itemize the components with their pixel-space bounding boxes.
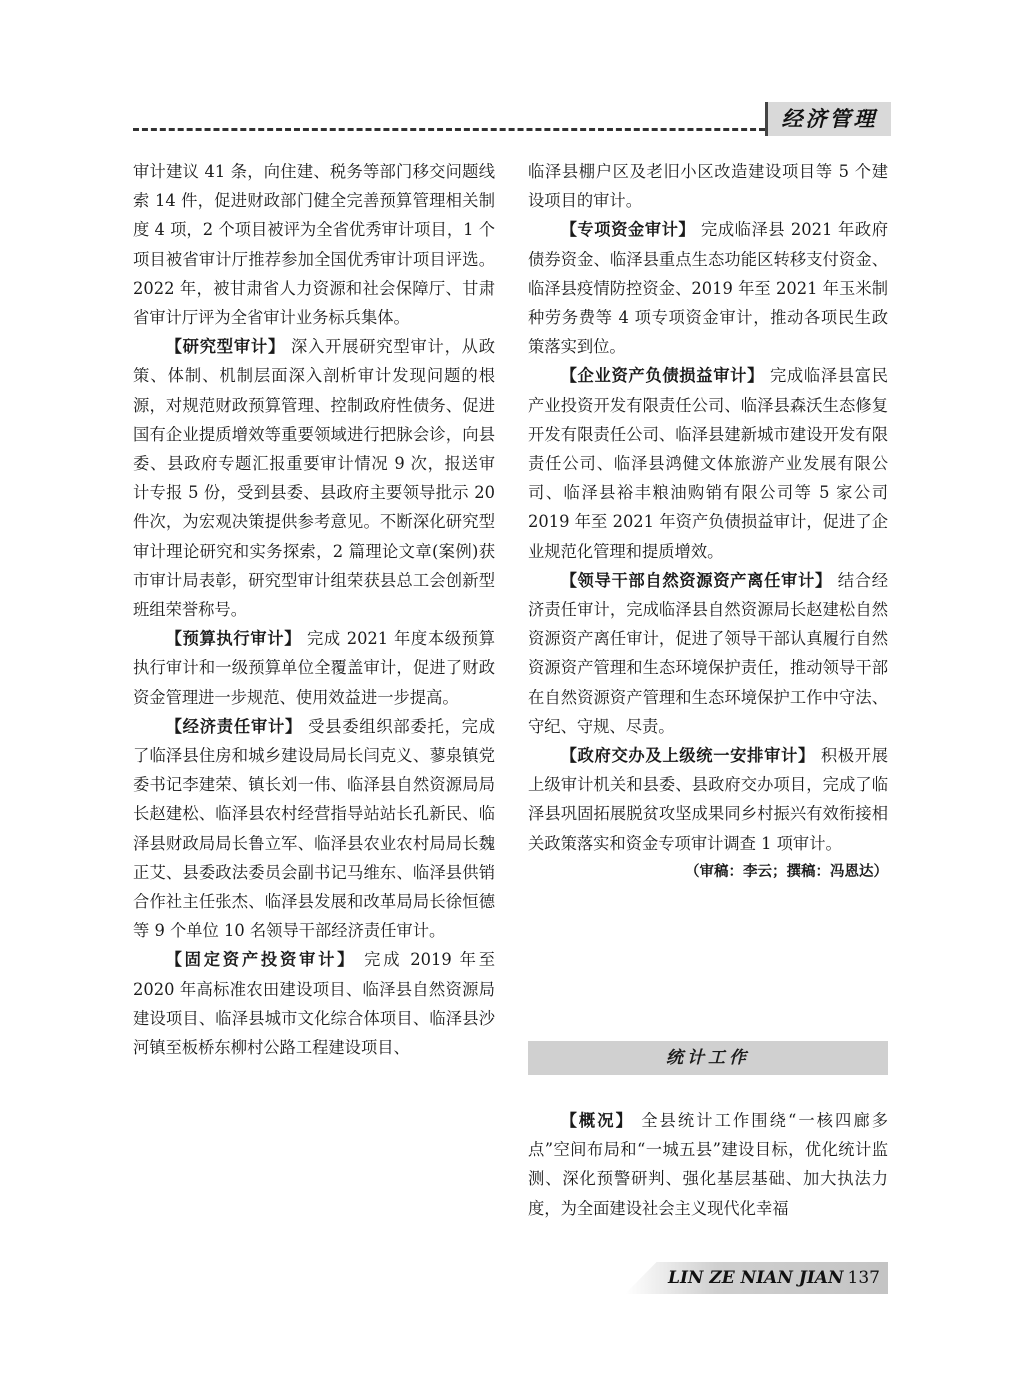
paragraph-heading: 【经济责任审计】 <box>165 716 303 736</box>
paragraph-enterprise-audit <box>528 361 888 565</box>
paragraph-text: 临泽县棚户区及老旧小区改造建设项目等 5 个建设项目的审计。 <box>528 162 888 211</box>
paragraph-text: 审计建议 41 条，向住建、税务等部门移交问题线索 14 件，促进财政部门健全完善预算管理相关制度 4 项，2 个项目被评为全省优秀审计项目，1 个项目被省审计厅推荐参加全国优秀审计项目评选。2022 年，被甘肃省人力资源和社会保障厅、甘肃省审计厅评为全省审计业务标兵集体。 <box>133 162 495 328</box>
right-column-lower <box>528 1106 888 1223</box>
paragraph-research-audit <box>133 332 495 624</box>
paragraph-text: 完成 2019 年至 2020 年高标准农田建设项目、临泽县自然资源局建设项目、临泽县城市文化综合体项目、临泽县沙河镇至板桥东柳村公路工程建设项目、 <box>133 950 495 1058</box>
paragraph-economic-audit <box>133 712 495 946</box>
paragraph-heading: 【领导干部自然资源资产离任审计】 <box>560 570 832 590</box>
paragraph <box>133 157 495 332</box>
paragraph-text: 完成临泽县 2021 年政府债券资金、临泽县重点生态功能区转移支付资金、临泽县疫情防控资金、2019 年至 2021 年玉米制种劳务费等 4 项专项资金审计，推动各项民生政策落实到位。 <box>528 220 888 357</box>
page-number: 137 <box>847 1268 880 1288</box>
header-dashed-rule <box>133 128 765 131</box>
paragraph-natural-resource-audit <box>528 566 888 741</box>
paragraph-text: 受县委组织部委托，完成了临泽县住房和城乡建设局局长闫克义、蓼泉镇党委书记李建荣、镇长刘一伟、临泽县自然资源局局长赵建松、临泽县农村经营指导站站长孔新民、临泽县财政局局长鲁立军、临泽县农业农村局局长魏正艾、县委政法委员会副书记马维东、临泽县供销合作社主任张杰、临泽县发展和改革局局长徐恒德等 9 个单位 10 名领导干部经济责任审计。 <box>133 716 495 941</box>
paragraph-text: 完成 2021 年度本级预算执行审计和一级预算单位全覆盖审计，促进了财政资金管理进一步规范、使用效益进一步提高。 <box>133 629 495 707</box>
paragraph-heading: 【企业资产负债损益审计】 <box>560 366 765 386</box>
paragraph-heading: 【预算执行审计】 <box>165 629 302 649</box>
journal-name: LIN ZE NIAN JIAN <box>668 1268 844 1288</box>
paragraph-fixed-asset-audit <box>133 945 495 1062</box>
section-title-tab: 经济管理 <box>765 102 891 136</box>
right-column <box>528 157 888 887</box>
paragraph-text: 积极开展上级审计机关和县委、县政府交办项目，完成了临泽县巩固拓展脱贫攻坚成果同乡村振兴有效衔接相关政策落实和资金专项审计调查 1 项审计。 <box>528 746 888 853</box>
section-heading-statistics: 统计工作 <box>528 1041 888 1075</box>
paragraph-text: 深入开展研究型审计，从政策、体制、机制层面深入剖析审计发现问题的根源，对规范财政预算管理、控制政府性债务、促进国有企业提质增效等重要领域进行把脉会诊，向县委、县政府专题汇报重要审计情况 9 次，报送审计专报 5 份，受到县委、县政府主要领导批示 20 件次，为宏观决策提供参考意见。不断深化研究型审计理论研究和实务探索，2 篇理论文章(案例)获市审计局表彰，研究型审计组荣获县总工会创新型班组荣誉称号。 <box>133 337 495 620</box>
paragraph-statistics-overview <box>528 1106 888 1223</box>
byline: （审稿：李云；撰稿：冯恩达） <box>685 863 888 880</box>
paragraph-heading: 【政府交办及上级统一安排审计】 <box>560 746 815 766</box>
paragraph-heading: 【专项资金审计】 <box>560 220 696 240</box>
paragraph-special-fund-audit <box>528 215 888 361</box>
paragraph-text: 完成临泽县富民产业投资开发有限责任公司、临泽县森沃生态修复开发有限责任公司、临泽县建新城市建设开发有限责任公司、临泽县鸿健文体旅游产业发展有限公司、临泽县裕丰粮油购销有限公司等 5 家公司 2019 年至 2021 年资产负债损益审计，促进了企业规范化管理和提质增效。 <box>528 366 888 561</box>
paragraph-budget-audit <box>133 624 495 712</box>
paragraph-assigned-audit <box>528 741 888 858</box>
paragraph-heading: 【研究型审计】 <box>165 337 286 357</box>
left-column <box>133 157 495 1062</box>
paragraph-text: 结合经济责任审计，完成临泽县自然资源局长赵建松自然资源资产离任审计，促进了领导干部认真履行自然资源资产管理和生态环境保护责任，推动领导干部在自然资源资产管理和生态环境保护工作中守法、守纪、守规、尽责。 <box>528 570 888 736</box>
footer <box>668 1263 880 1293</box>
paragraph <box>528 157 888 215</box>
paragraph-heading: 【固定资产投资审计】 <box>165 950 357 970</box>
paragraph-text: 全县统计工作围绕“一核四廊多点”空间布局和“一城五县”建设目标，优化统计监测、深化预警研判、强化基层基础、加大执法力度，为全面建设社会主义现代化幸福 <box>528 1111 888 1218</box>
paragraph-heading: 【概况】 <box>560 1111 634 1130</box>
